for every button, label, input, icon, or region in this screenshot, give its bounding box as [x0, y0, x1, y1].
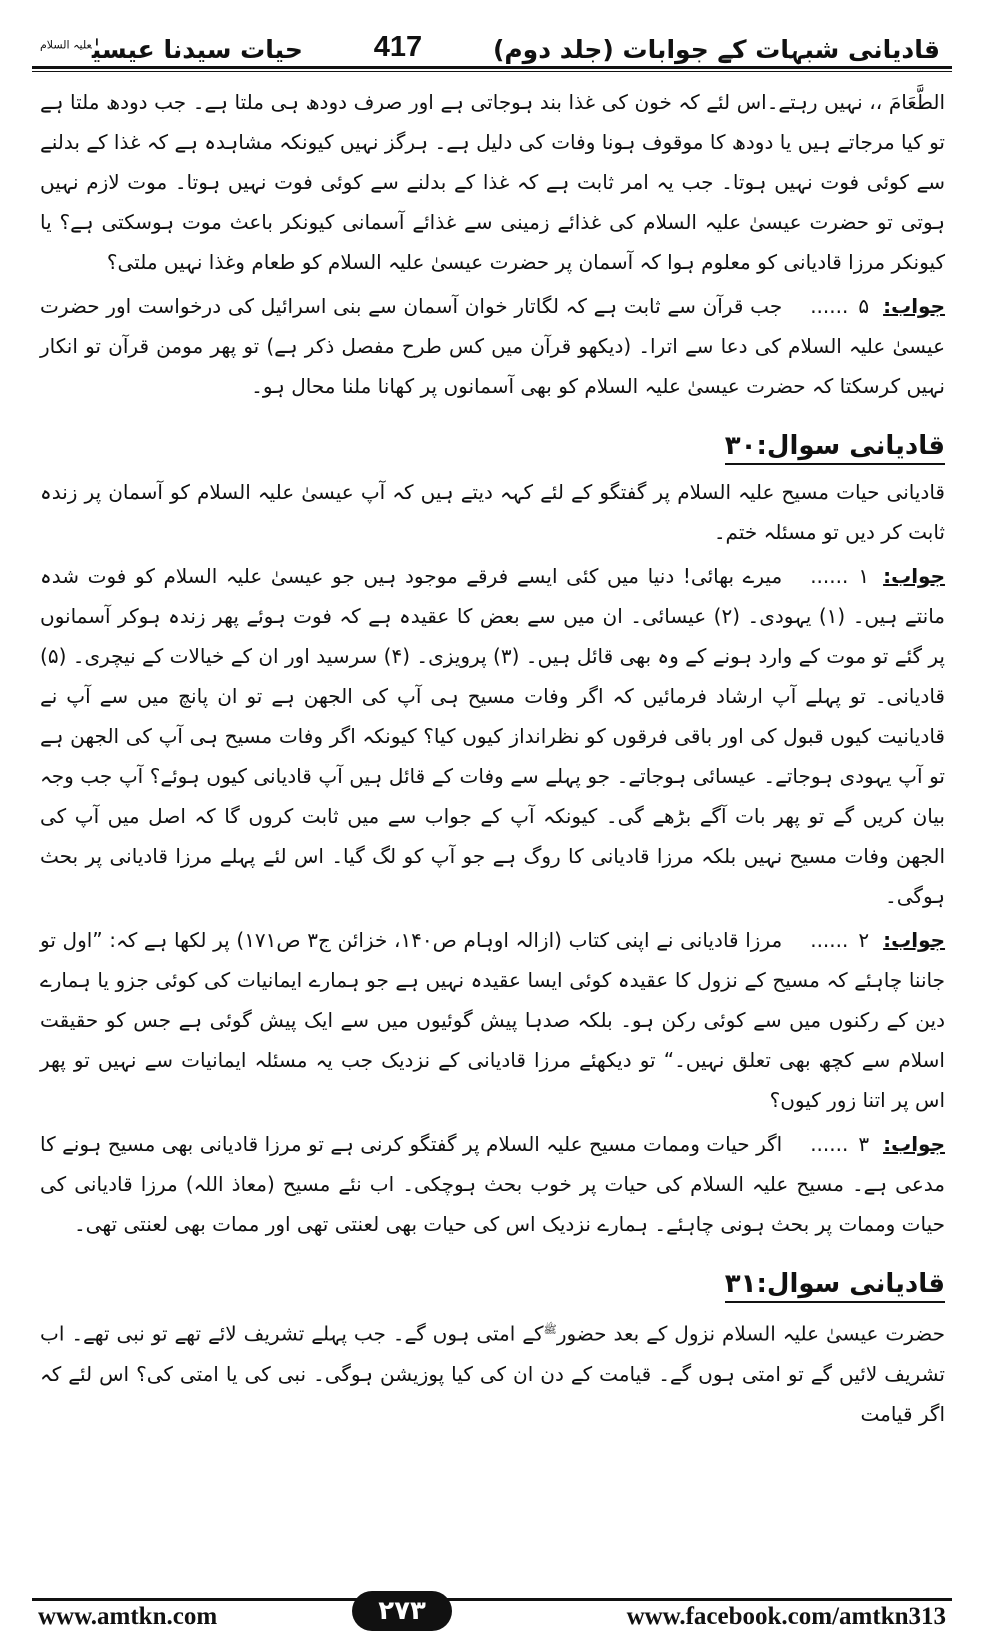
answer-3 — [40, 1124, 945, 1244]
paragraph-intro: الطَّعَامَ ،، نہیں رہتے۔اس لئے کہ خون کی غذا بند ہوجاتی ہے اور صرف دودھ ہی ملتا ہے۔ جب دودھ ملتا ہے تو کیا مرجاتے ہیں یا دودھ کا موقوف ہونا وفات کی دلیل ہے۔ ہرگز نہیں کیونکہ مشاہدہ ہے کہ غذا کے بدلنے سے کوئی فوت نہیں ہوتا۔ جب یہ امر ثابت ہے کہ غذا کے بدلنے سے کوئی فوت نہیں ہوتا۔ موت لازم نہیں ہوتی تو حضرت عیسیٰ علیہ السلام کی غذائے زمینی سے غذائے آسمانی کیونکر باعث موت ہوسکتی ہے؟ یا کیونکر مرزا قادیانی کو معلوم ہوا کہ آسمان پر حضرت عیسیٰ علیہ السلام کو طعام وغذا نہیں ملتی؟ — [40, 90, 945, 274]
page-footer — [32, 1598, 952, 1641]
series-title-text: حیات سیدنا عیسیٰ — [91, 35, 303, 64]
answer-number: ۲ — [858, 928, 870, 952]
answer-text: اگر حیات وممات مسیح علیہ السلام پر گفتگو کرنی ہے تو مرزا قادیانی بھی مسیح ہونے کا مدعی ہے۔ مسیح علیہ السلام کی حیات پر خوب بحث ہوچکی۔ اب نئے مسیح (معاذ اللہ) مرزا قادیانی کی حیات وممات پر بحث ہونی چاہئے۔ ہمارے نزدیک اس کی حیات بھی لعنتی تھی اور ممات بھی لعنتی تھی۔ — [40, 1132, 945, 1236]
question-30: قادیانی حیات مسیح علیہ السلام پر گفتگو کے لئے کہہ دیتے ہیں کہ آپ عیسیٰ علیہ السلام کو آسمان پر زندہ ثابت کر دیں تو مسئلہ ختم۔ — [40, 480, 945, 544]
footer-page-number: ۲۷۳ — [352, 1591, 452, 1631]
answer-label: جواب: — [883, 294, 945, 318]
answer-number: ۱ — [858, 564, 870, 588]
header-rule — [32, 66, 952, 69]
website-link[interactable]: www.amtkn.com — [38, 1603, 218, 1630]
answer-number: ۵ — [858, 294, 870, 318]
answer-label: جواب: — [883, 1132, 945, 1156]
heading-text: قادیانی سوال:۳۱ — [725, 1269, 945, 1303]
answer-dots: ...... — [810, 294, 849, 318]
page-body — [40, 82, 945, 1434]
section-heading-30 — [40, 426, 945, 466]
answer-1 — [40, 556, 945, 916]
header-page-number: 417 — [373, 31, 423, 63]
page-header — [32, 14, 952, 64]
header-rule-thin — [32, 71, 952, 72]
answer-text: میرے بھائی! دنیا میں کئی ایسے فرقے موجود ہیں جو عیسیٰ علیہ السلام کو فوت شدہ مانتے ہیں۔ (۱) یہودی۔ (۲) عیسائی۔ ان میں سے بعض کا عقیدہ ہے کہ فوت ہوئے پھر زندہ ہوکر آسمانوں پر گئے تو موت کے وارد ہونے کے وہ بھی قائل ہیں۔ (۳) پرویزی۔ (۴) سرسید اور ان کے خیالات کے نیچری۔ (۵) قادیانی۔ تو پہلے آپ ارشاد فرمائیں کہ اگر وفات مسیح ہی آپ کی الجھن ہے تو ان پانچ میں سے آپ نے قادیانیت کیوں قبول کی اور باقی فرقوں کو نظرانداز کیوں کیا؟ کیونکہ اگر وفات مسیح ہی آپ کی الجھن ہے تو آپ یہودی ہوجاتے۔ عیسائی ہوجاتے۔ جو پہلے سے وفات کے قائل ہیں آپ قادیانی کیوں ہوئے؟ آپ جب وجہ بیان کریں گے تو پھر بات آگے بڑھے گی۔ کیونکہ آپ کے جواب سے میں ثابت کروں گا کہ اصل میں آپ کی الجھن وفات مسیح نہیں بلکہ مرزا قادیانی کا روگ ہے جو آپ کو لگ گیا۔ اس لئے پہلے مرزا قادیانی پر بحث ہوگی۔ — [40, 564, 946, 908]
answer-2 — [40, 920, 945, 1120]
answer-text: مرزا قادیانی نے اپنی کتاب (ازالہ اوہام ص۱۴۰، خزائن ج۳ ص۱۷۱) پر لکھا ہے کہ: ”اول تو جاننا چاہئے کہ مسیح کے نزول کا عقیدہ کوئی ایسا عقیدہ نہیں ہے جو ہمارے ایمانیات کی کوئی جزو یا ہمارے دین کے رکنوں میں سے کوئی رکن ہو۔ بلکہ صدہا پیش گوئیوں میں سے ایک پیش گوئی ہے جس کو حقیقت اسلام سے کچھ بھی تعلق نہیں۔“ تو دیکھئے مرزا قادیانی کے نزدیک جب یہ مسئلہ ایمانیات سے نہیں تو پھر اس پر اتنا زور کیوں؟ — [40, 928, 945, 1112]
answer-dots: ...... — [810, 564, 849, 588]
answer-label: جواب: — [883, 928, 946, 952]
answer-dots: ...... — [810, 1132, 849, 1156]
heading-text: قادیانی سوال:۳۰ — [725, 431, 945, 465]
answer-label: جواب: — [883, 564, 945, 588]
answer-number: ۳ — [858, 1132, 870, 1156]
answer-text: جب قرآن سے ثابت ہے کہ لگاتار خوان آسمان سے بنی اسرائیل کی درخواست اور حضرت عیسیٰ علیہ السلام کی دعا سے اترا۔ (دیکھو قرآن میں کس طرح مفصل ذکر ہے) تو پھر مومن قرآن تو انکار نہیں کرسکتا کہ حضرت عیسیٰ علیہ السلام کو بھی آسمانوں پر کھانا ملنا محال ہو۔ — [40, 294, 945, 398]
series-title — [32, 35, 303, 64]
question-text-end: کے امتی ہوں گے۔ جب پہلے تشریف لائے تھے تو نبی تھے۔ اب تشریف لائیں گے تو امتی ہوں گے۔ قیامت کے دن ان کی کیا پوزیشن ہوگی۔ نبی کی یا امتی کی؟ اس لئے کہ اگر قیامت — [40, 1321, 945, 1426]
book-title: قادیانی شبہات کے جوابات (جلد دوم) — [492, 35, 940, 64]
section-heading-31 — [40, 1264, 945, 1304]
title-honorific: علیہ السلام — [40, 38, 92, 52]
answer-dots: ...... — [810, 928, 849, 952]
answer-5 — [40, 286, 945, 406]
question-text-start: حضرت عیسیٰ علیہ السلام نزول کے بعد حضور — [556, 1321, 945, 1346]
facebook-link[interactable]: www.facebook.com/amtkn313 — [626, 1603, 946, 1630]
salutation-honorific: ﷺ — [543, 1323, 557, 1336]
question-31 — [40, 1310, 945, 1434]
